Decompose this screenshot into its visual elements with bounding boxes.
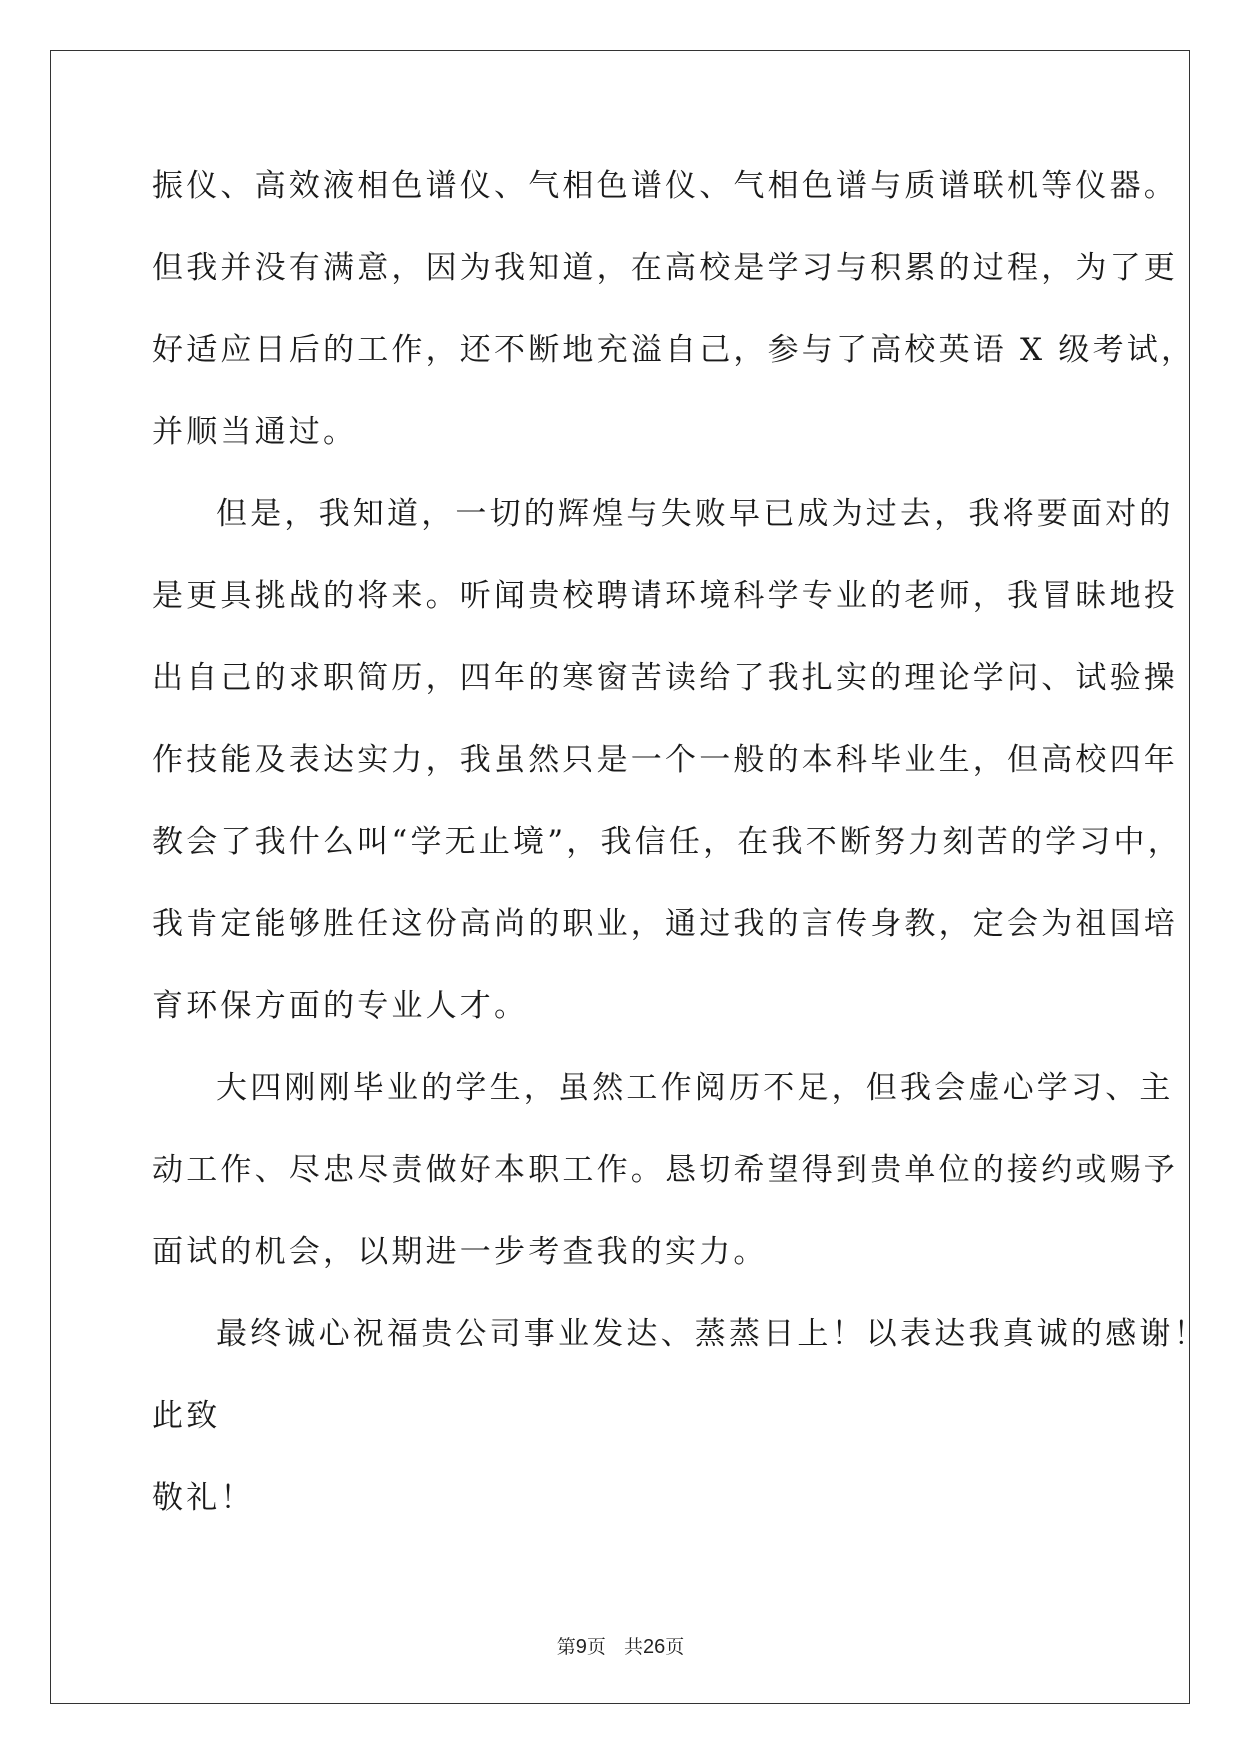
text-line: 作技能及表达实力，我虽然只是一个一般的本科毕业生，但高校四年 (152, 742, 1178, 778)
text-line: 动工作、尽忠尽责做好本职工作。恳切希望得到贵单位的接约或赐予 (152, 1152, 1178, 1188)
text-line: 是更具挑战的将来。听闻贵校聘请环境科学专业的老师，我冒昧地投 (152, 578, 1178, 614)
text-line: 我肯定能够胜任这份高尚的职业，通过我的言传身教，定会为祖国培 (152, 906, 1178, 942)
total-prefix: 共 (624, 1636, 644, 1658)
text-line: 振仪、高效液相色谱仪、气相色谱仪、气相色谱与质谱联机等仪器。 (152, 168, 1178, 204)
text-line: 育环保方面的专业人才。 (152, 988, 529, 1024)
text-line: 并顺当通过。 (152, 414, 358, 450)
total-suffix: 页 (665, 1636, 685, 1658)
page-footer (0, 1632, 1241, 1659)
text-line: 但我并没有满意，因为我知道，在高校是学习与积累的过程，为了更 (152, 250, 1178, 286)
page-prefix: 第 (556, 1636, 576, 1658)
document-body (152, 166, 1208, 1560)
text-line: 教会了我什么叫“学无止境”，我信任，在我不断努力刻苦的学习中， (152, 824, 1182, 860)
total-pages-number: 26 (643, 1636, 666, 1658)
closing-salutation: 此致 (152, 1398, 221, 1434)
text-line-paragraph-start: 但是，我知道，一切的辉煌与失败早已成为过去，我将要面对的 (216, 496, 1174, 532)
text-line: 好适应日后的工作，还不断地充溢自己，参与了高校英语 X 级考试， (152, 332, 1196, 368)
page-word: 页 (586, 1636, 606, 1658)
current-page-number: 9 (575, 1636, 587, 1658)
closing-regards: 敬礼！ (152, 1480, 255, 1516)
text-line: 出自己的求职简历，四年的寒窗苦读给了我扎实的理论学问、试验操 (152, 660, 1178, 696)
text-line: 面试的机会，以期进一步考查我的实力。 (152, 1234, 768, 1270)
text-line-paragraph-start: 最终诚心祝福贵公司事业发达、蒸蒸日上！以表达我真诚的感谢！ (216, 1316, 1208, 1352)
text-line-paragraph-start: 大四刚刚毕业的学生，虽然工作阅历不足，但我会虚心学习、主 (216, 1070, 1174, 1106)
